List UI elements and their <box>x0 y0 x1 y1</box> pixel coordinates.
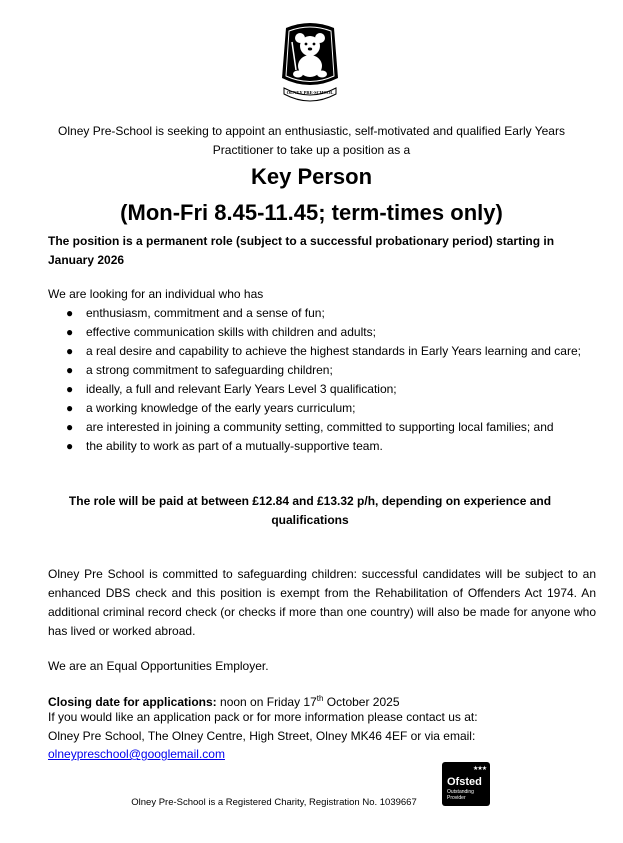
looking-for-heading: We are looking for an individual who has <box>48 287 264 301</box>
list-item: ● enthusiasm, commitment and a sense of fun; <box>86 304 606 323</box>
contact-line-1: If you would like an application pack or for more information please contact us at: <box>48 710 478 724</box>
safeguarding-paragraph: Olney Pre School is committed to safeguarding children: successful candidates will be subject to an enhanced DBS check and this position is exempt from the Rehabilitation of Offenders Act 1974. An additional criminal record check (or checks if more than one country) will also be made for anyone who has lived or worked abroad. <box>48 567 596 638</box>
school-logo <box>278 20 342 106</box>
bullet-icon: ● <box>66 439 74 453</box>
charity-registration-footer: Olney Pre-School is a Registered Charity, Registration No. 1039667 <box>131 797 417 808</box>
logo-banner-text: OLNEY PRE-SCHOOL <box>286 90 334 95</box>
bullet-icon: ● <box>66 325 74 339</box>
bullet-icon: ● <box>66 382 74 396</box>
list-item: ● effective communication skills with children and adults; <box>86 323 606 342</box>
ofsted-wordmark: Ofsted <box>447 776 482 788</box>
bullet-icon: ● <box>66 306 74 320</box>
list-item: ● a strong commitment to safeguarding children; <box>86 361 606 380</box>
page-title: Key Person <box>250 164 373 189</box>
intro-text <box>0 122 623 160</box>
pay-statement: The role will be paid at between £12.84 and £13.32 p/h, depending on experience and qualifications <box>68 494 552 527</box>
list-item: ● a working knowledge of the early years curriculum; <box>86 399 606 418</box>
contact-address: Olney Pre School, The Olney Centre, High Street, Olney MK46 4EF or via email: <box>48 729 476 743</box>
bullet-icon: ● <box>66 344 74 358</box>
bullet-icon: ● <box>66 401 74 415</box>
list-item: ● the ability to work as part of a mutually-supportive team. <box>86 437 606 456</box>
ofsted-rating: Outstanding Provider <box>447 789 474 801</box>
requirements-list <box>48 304 606 456</box>
star-icon: ★★★ <box>473 766 487 772</box>
intro-line-1: Olney Pre-School is seeking to appoint an enthusiastic, self-motivated and qualified Early Years <box>58 124 565 138</box>
email-link[interactable]: olneypreschool@googlemail.com <box>48 747 225 761</box>
ofsted-badge <box>442 762 490 806</box>
list-item: ● are interested in joining a community setting, committed to supporting local families; and <box>86 418 606 437</box>
closing-date-label: Closing date for applications: <box>48 695 217 709</box>
closing-date: Closing date for applications: noon on Friday 17th October 2025 <box>48 694 400 709</box>
intro-line-2: Practitioner to take up a position as a <box>212 143 411 157</box>
bullet-icon: ● <box>66 363 74 377</box>
list-item: ● ideally, a full and relevant Early Years Level 3 qualification; <box>86 380 606 399</box>
bullet-icon: ● <box>66 420 74 434</box>
equal-opportunities-statement: We are an Equal Opportunities Employer. <box>48 659 269 673</box>
list-item: ● a real desire and capability to achieve the highest standards in Early Years learning and care; <box>86 342 606 361</box>
position-summary: The position is a permanent role (subject to a successful probationary period) starting in January 2026 <box>48 234 555 267</box>
page-subtitle: (Mon-Fri 8.45-11.45; term-times only) <box>120 200 503 225</box>
